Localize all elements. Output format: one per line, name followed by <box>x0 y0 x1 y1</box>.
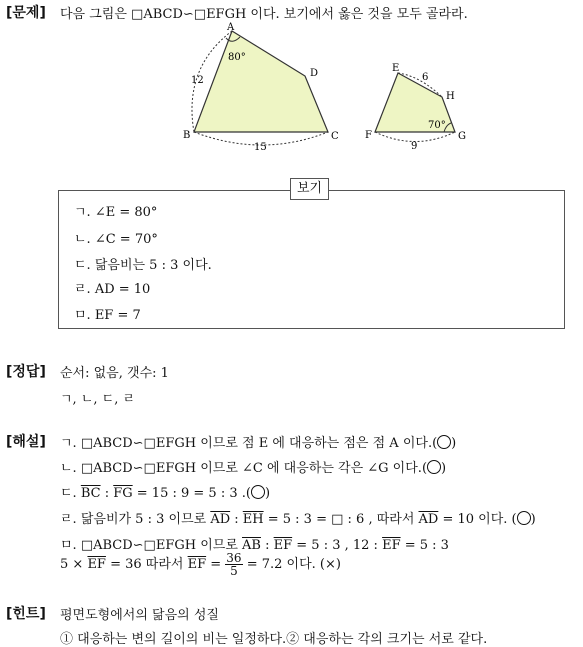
label-c: C <box>331 131 339 142</box>
quad-abcd <box>194 31 328 132</box>
label-e: E <box>392 63 400 74</box>
answer-line-1: 순서: 없음, 갯수: 1 <box>60 366 169 381</box>
label-b: B <box>183 130 191 141</box>
choice-3: ㄷ. 닮음비는 5 : 3 이다. <box>74 258 212 273</box>
answer-line-2: ㄱ, ㄴ, ㄷ, ㄹ <box>60 392 136 407</box>
label-a: A <box>227 22 235 33</box>
explanation-tag: [해설] <box>6 434 46 450</box>
label-f: F <box>365 130 372 141</box>
explanation-line-1: ㄱ. □ABCD∽□EFGH 이므로 점 E 에 대응하는 점은 점 A 이다.( ) <box>60 436 457 451</box>
fraction-36-5: $\frac{36}{5}$ <box>226 551 242 578</box>
problem-tag: [문제] <box>6 5 46 21</box>
choice-4: ㄹ. AD = 10 <box>74 282 151 297</box>
explanation-line-5: ㅁ. □ABCD∽□EFGH 이므로 $\overline{AB}$ : $\overline{EF} = 5$ : 3 , 12 : $\overline{EF} = 5$ : 3 <box>60 538 449 553</box>
label-d: D <box>310 68 319 79</box>
side-ab-label: 12 <box>191 75 204 86</box>
hint-line-2: ① 대응하는 변의 길이의 비는 일정하다.② 대응하는 각의 크기는 서로 같다. <box>60 632 488 647</box>
choice-1: ㄱ. ∠E = 80° <box>74 205 158 220</box>
choice-2: ㄴ. ∠C = 70° <box>74 232 158 247</box>
problem-question: 다음 그림은 □ABCD∽□EFGH 이다. 보기에서 옳은 것을 모두 골라라. <box>60 7 468 22</box>
choice-5: ㅁ. EF = 7 <box>74 308 141 323</box>
explanation-line-2: ㄴ. □ABCD∽□EFGH 이므로 ∠C 에 대응하는 각은 ∠G 이다.( ) <box>60 461 447 476</box>
side-bc-label: 15 <box>254 142 267 153</box>
explanation-line-4: ㄹ. 닮음비가 5 : 3 이므로 $\overline{AD}$ : $\overline{EH} = 5$ : 3 = □ : 6 , 따라서 $\overline{AD} = 10$ 이다. ( ) <box>60 512 536 527</box>
side-eh-label: 6 <box>422 72 429 83</box>
label-g: G <box>458 131 466 142</box>
angle-g-label: 70° <box>428 120 446 131</box>
explanation-line-3: ㄷ. $\overline{BC}$ : $\overline{FG} = 15$ : 9 = 5 : 3 .( ) <box>60 486 271 501</box>
answer-tag: [정답] <box>6 364 46 380</box>
side-fg-label: 9 <box>411 141 418 152</box>
choices-title: 보기 <box>290 178 329 200</box>
label-h: H <box>446 91 455 102</box>
hint-line-1: 평면도형에서의 닮음의 성질 <box>60 608 219 623</box>
explanation-line-6: $5 \times \overline{EF} = 36$ 따라서 $\overline{EF}$ = $\frac{36}{5}$ = 7.2 이다. (×) <box>60 551 341 578</box>
hint-tag: [힌트] <box>6 606 46 622</box>
figure <box>0 18 583 178</box>
angle-a-label: 80° <box>228 52 246 63</box>
